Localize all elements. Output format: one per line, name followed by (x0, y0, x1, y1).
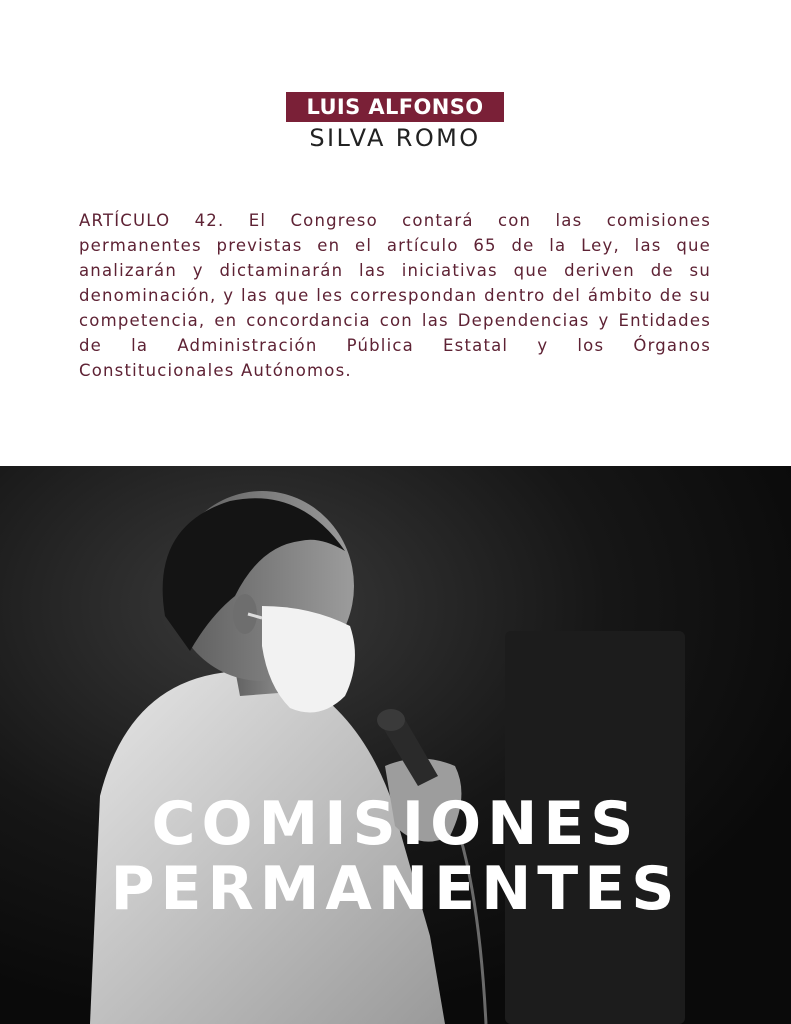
headline-line1: COMISIONES (151, 789, 640, 859)
speaker-illustration (0, 466, 791, 1024)
brand-logo (286, 92, 504, 154)
article-text: ARTÍCULO 42. El Congreso contará con las comisiones permanentes previstas en el artículo 65 de la Ley, las que analizarán y dictaminarán las iniciativas que deriven de su denominación, y las que les correspondan dentro del ámbito de su competencia, en concordancia con las Dependencias y Entidades de la Administración Pública Estatal y los Órganos Constitucionales Autónomos. (79, 211, 711, 380)
headline-line2: PERMANENTES (110, 854, 681, 924)
speaker-photo (0, 466, 791, 1024)
logo-last-name: SILVA ROMO (309, 124, 481, 152)
logo-first-name: LUIS ALFONSO (286, 92, 504, 122)
